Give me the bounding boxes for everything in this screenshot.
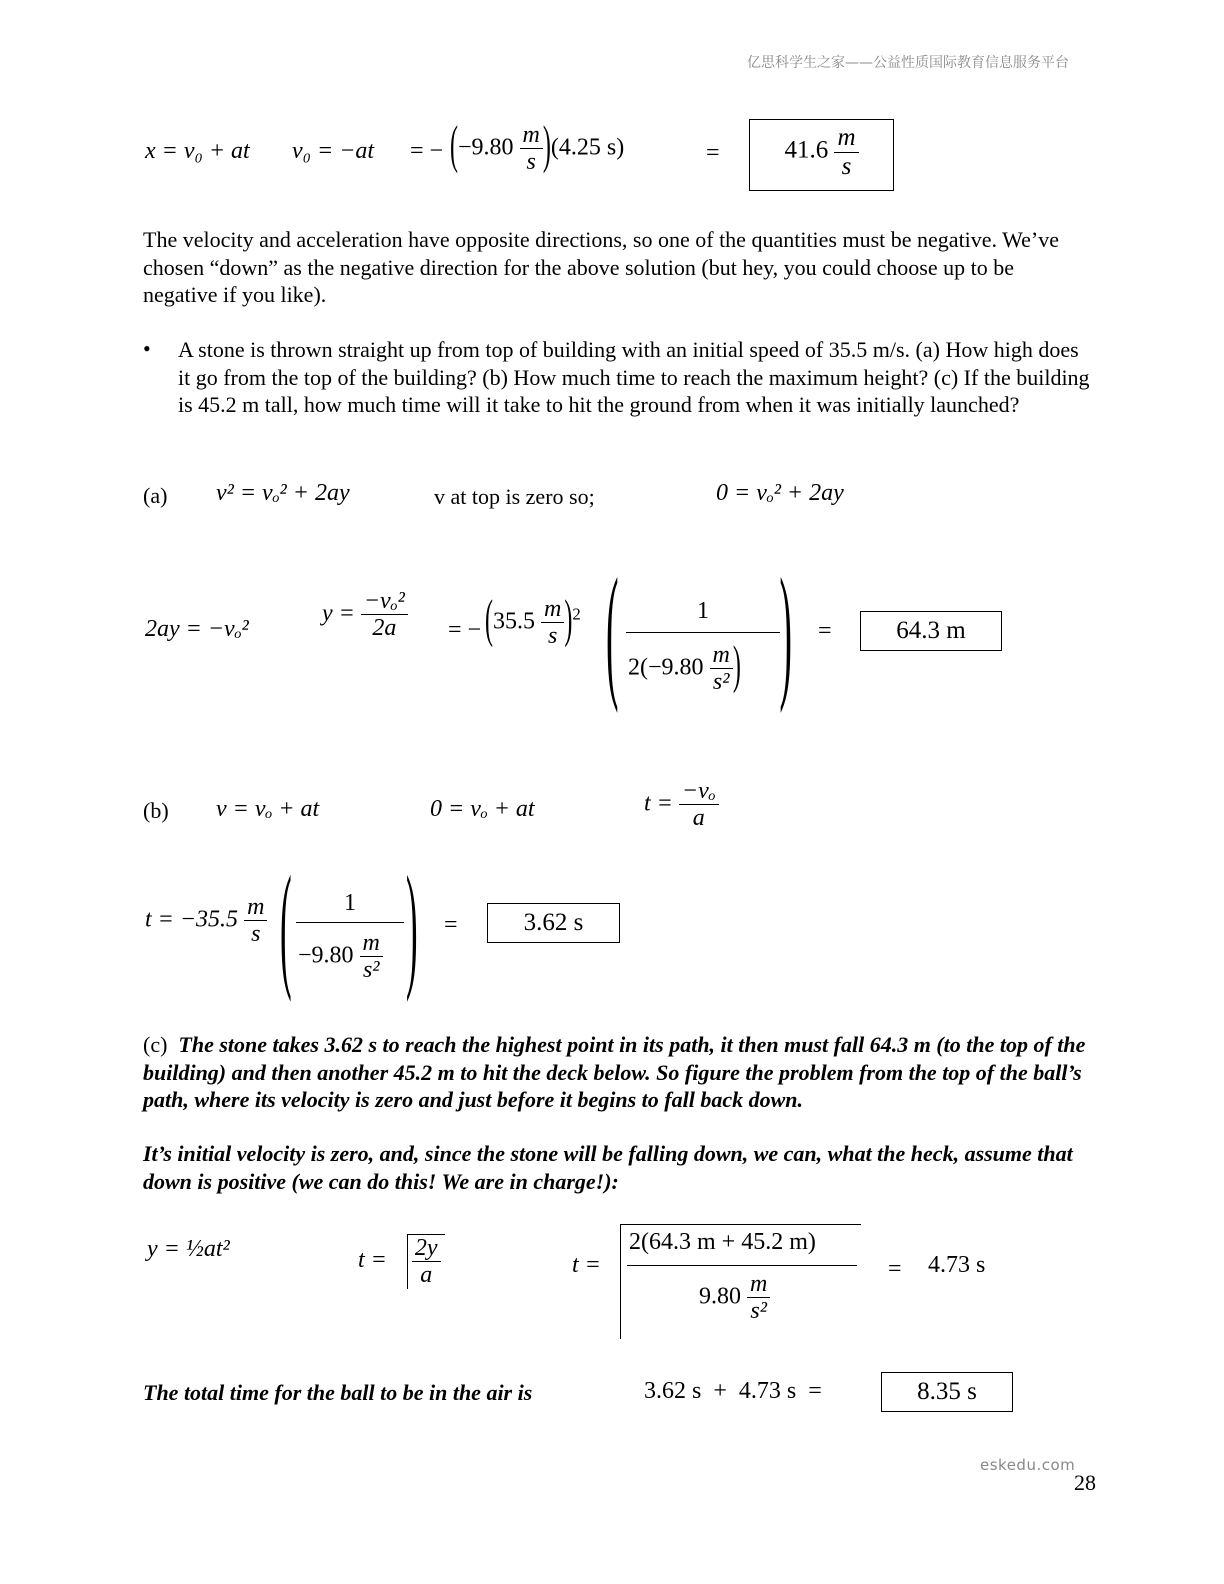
part-a-label: (a) — [143, 483, 168, 508]
part-b-equals: = — [444, 912, 458, 938]
paragraph-direction-note: The velocity and acceleration have opposite directions, so one of the quantities must be negative. We’ve chosen “down” as the negative direction for the above solution (but hey, you could choose up to be negative if you like). — [143, 227, 1060, 307]
total-expression: 3.62 s + 4.73 s = — [644, 1378, 822, 1404]
part-b-eq1: v = vₒ + at — [216, 796, 320, 822]
eq1-answer-box: 41.6 $\frac{m}{s}$ — [749, 119, 894, 191]
part-c-eq3-lhs: t = — [572, 1252, 601, 1278]
eq1-middle: v₀ = −at — [292, 138, 375, 164]
part-c-text1: (c) The stone takes 3.62 s to reach the highest point in its path, it then must fall 64.3 m (to the top of the building) and then another 45.2 m to hit the deck below. So figure the problem from the top of the ball’s path, where its velocity is zero and just before it begins to fall back down. — [143, 1032, 1086, 1112]
part-a-calc-prefix: = − — [448, 617, 482, 643]
eq1-left: x = v₀ + at — [145, 138, 250, 164]
part-b-inner-fraction: ( ) 1 −9.80 $\frac{m}{\text{s²}}$ — [280, 848, 418, 1003]
part-c-eq3-radical: 2(64.3 m + 45.2 m) 9.80 $\frac{m}{\text{s²}}$ — [620, 1224, 861, 1339]
part-a-answer-box: 64.3 m — [860, 611, 1002, 651]
part-a-note: v at top is zero so; — [434, 484, 595, 509]
part-b-t-formula: t = $\frac{\text{−vₒ}}{a}$ — [644, 778, 719, 832]
part-a-speed: (35.5 $\frac{m}{s}$ )$^2$ — [485, 592, 581, 650]
part-c-eq2: t = $\frac{2y}{a}$ — [358, 1234, 445, 1289]
header-site-text: 亿思科学生之家——公益性质国际教育信息服务平台 — [747, 55, 1069, 71]
eq1-calc-prefix: = − — [410, 138, 444, 164]
bullet-icon: • — [143, 336, 151, 361]
eq1-equals: = — [706, 140, 720, 166]
part-b-calc: t = −35.5 $\frac{m}{s}$ — [145, 894, 267, 948]
part-c-text2: It’s initial velocity is zero, and, since the stone will be falling down, we can, what the heck, assume that down is positive (we can do this! We are in charge!): — [143, 1141, 1073, 1194]
part-c-eq3-equals: = — [888, 1256, 902, 1282]
total-answer-box: 8.35 s — [881, 1372, 1013, 1412]
part-b-answer-box: 3.62 s — [487, 903, 620, 943]
footer-site: eskedu.com — [980, 1456, 1076, 1474]
part-b-eq2: 0 = vₒ + at — [430, 796, 535, 822]
part-a-eq3: 2ay = −vₒ² — [145, 616, 249, 642]
part-c-eq3-result: 4.73 s — [928, 1252, 986, 1278]
eq1-calc: (−9.80 $\frac{m}{s}$ )(4.25 s) — [450, 118, 625, 176]
page-number: 28 — [1074, 1470, 1096, 1495]
part-a-equals: = — [818, 618, 832, 644]
part-c-eq1: y = ½at² — [147, 1236, 230, 1262]
part-a-eq1: v² = vₒ² + 2ay — [216, 480, 350, 506]
part-a-inner-fraction: ( ) 1 2(−9.80 $\frac{m}{\text{s²}}$ ) — [606, 548, 792, 714]
part-a-eq2: 0 = vₒ² + 2ay — [716, 480, 844, 506]
problem-statement: A stone is thrown straight up from top of building with an initial speed of 35.5 m/s. (a) How high does it go from the top of the building? (b) How much time to reach the maximum height? (c) If the building is 45.2 m tall, how much time will it take to hit the ground from when it was initially launched? — [178, 337, 1090, 417]
part-b-label: (b) — [143, 798, 169, 823]
total-label: The total time for the ball to be in the air is — [143, 1380, 533, 1405]
part-a-y-formula: y = $\frac{\text{−vₒ²}}{2a}$ — [322, 588, 408, 642]
